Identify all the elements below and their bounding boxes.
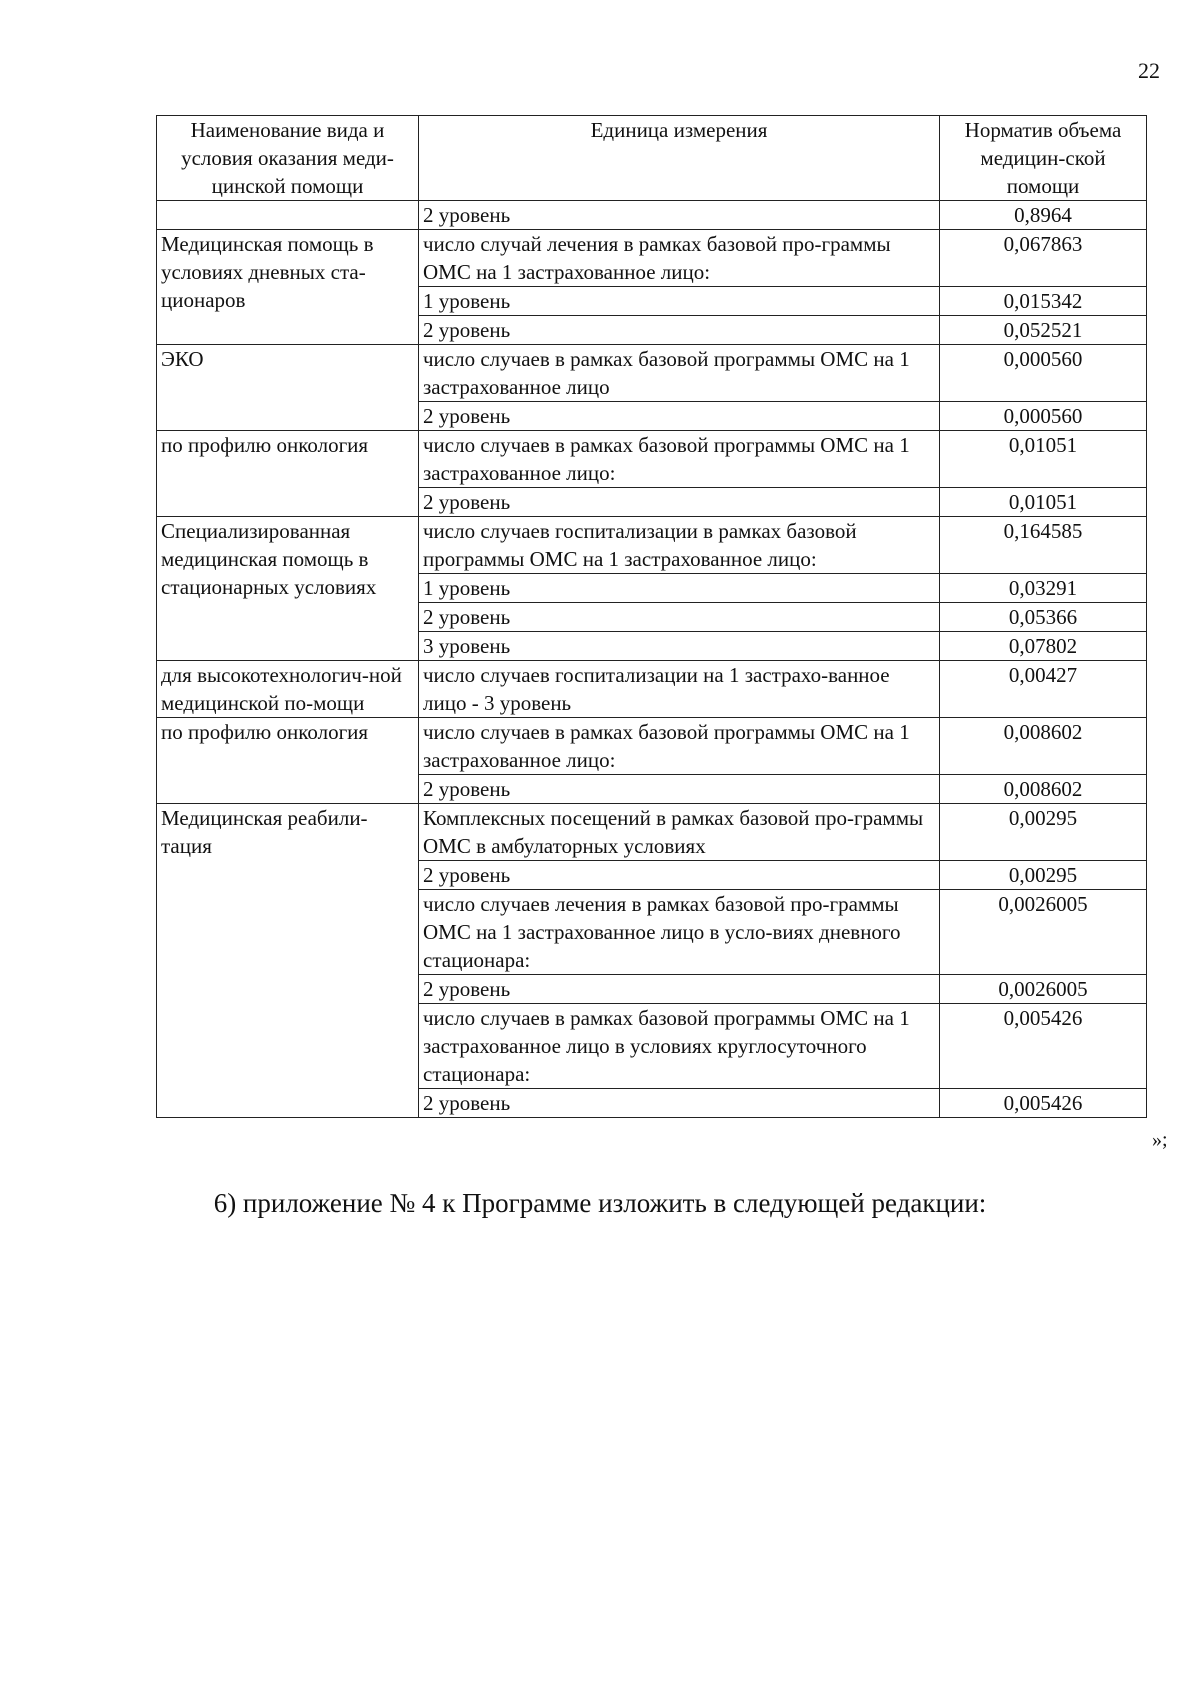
row-value-cell: 0,000560: [940, 402, 1147, 431]
row-value-cell: 0,07802: [940, 632, 1147, 661]
row-unit-cell: 2 уровень: [419, 1089, 940, 1118]
table-row: [157, 661, 1147, 718]
table-header-row: [157, 116, 1147, 201]
row-value-cell: 0,000560: [940, 345, 1147, 402]
row-unit-cell: 2 уровень: [419, 402, 940, 431]
row-name-cell: ЭКО: [157, 345, 419, 431]
row-value-cell: 0,008602: [940, 718, 1147, 775]
row-unit-cell: число случаев в рамках базовой программы ОМС на 1 застрахованное лицо в условиях круглосуточного стационара:: [419, 1004, 940, 1089]
amendment-text: 6) приложение № 4 к Программе изложить в следующей редакции:: [213, 1188, 987, 1218]
row-unit-cell: 1 уровень: [419, 574, 940, 603]
table-row: [157, 804, 1147, 861]
row-value-cell: 0,052521: [940, 316, 1147, 345]
row-value-cell: 0,03291: [940, 574, 1147, 603]
row-unit-cell: число случаев в рамках базовой программы ОМС на 1 застрахованное лицо:: [419, 718, 940, 775]
row-unit-cell: 2 уровень: [419, 775, 940, 804]
row-value-cell: 0,01051: [940, 431, 1147, 488]
table-row: [157, 517, 1147, 574]
row-value-cell: 0,164585: [940, 517, 1147, 574]
row-value-cell: 0,00295: [940, 861, 1147, 890]
row-value-cell: 0,00427: [940, 661, 1147, 718]
header-norm: Норматив объема медицин-ской помощи: [940, 116, 1147, 201]
page-number: 22: [1138, 58, 1160, 83]
row-name-cell: по профилю онкология: [157, 431, 419, 517]
header-name: Наименование вида и условия оказания меди-цинской помощи: [157, 116, 419, 201]
row-unit-cell: 3 уровень: [419, 632, 940, 661]
closing-quote: »;: [1152, 1129, 1168, 1151]
header-unit: Единица измерения: [419, 116, 940, 201]
row-unit-cell: число случаев в рамках базовой программы ОМС на 1 застрахованное лицо:: [419, 431, 940, 488]
row-value-cell: 0,067863: [940, 230, 1147, 287]
row-unit-cell: 1 уровень: [419, 287, 940, 316]
norms-table: [156, 115, 1147, 1118]
row-value-cell: 0,0026005: [940, 890, 1147, 975]
row-name-cell: Медицинская реабили-тация: [157, 804, 419, 1118]
row-unit-cell: 2 уровень: [419, 975, 940, 1004]
row-name-cell: [157, 201, 419, 230]
table-row: [157, 431, 1147, 488]
row-value-cell: 0,05366: [940, 603, 1147, 632]
row-name-cell: для высокотехнологич-ной медицинской по-мощи: [157, 661, 419, 718]
row-name-cell: по профилю онкология: [157, 718, 419, 804]
row-unit-cell: число случай лечения в рамках базовой про-граммы ОМС на 1 застрахованное лицо:: [419, 230, 940, 287]
row-name-cell: Медицинская помощь в условиях дневных ста-ционаров: [157, 230, 419, 345]
table-row: [157, 718, 1147, 775]
table-body: [157, 201, 1147, 1118]
row-unit-cell: число случаев в рамках базовой программы ОМС на 1 застрахованное лицо: [419, 345, 940, 402]
row-value-cell: 0,0026005: [940, 975, 1147, 1004]
table-row: [157, 345, 1147, 402]
row-value-cell: 0,005426: [940, 1004, 1147, 1089]
row-value-cell: 0,005426: [940, 1089, 1147, 1118]
row-unit-cell: 2 уровень: [419, 861, 940, 890]
row-unit-cell: 2 уровень: [419, 201, 940, 230]
row-unit-cell: число случаев госпитализации на 1 застрахо-ванное лицо - 3 уровень: [419, 661, 940, 718]
row-unit-cell: Комплексных посещений в рамках базовой про-граммы ОМС в амбулаторных условиях: [419, 804, 940, 861]
row-unit-cell: 2 уровень: [419, 316, 940, 345]
table-row: [157, 230, 1147, 287]
table-row: [157, 201, 1147, 230]
row-unit-cell: 2 уровень: [419, 603, 940, 632]
row-name-cell: Специализированная медицинская помощь в стационарных условиях: [157, 517, 419, 661]
row-value-cell: 0,8964: [940, 201, 1147, 230]
row-value-cell: 0,015342: [940, 287, 1147, 316]
row-value-cell: 0,008602: [940, 775, 1147, 804]
row-unit-cell: число случаев госпитализации в рамках базовой программы ОМС на 1 застрахованное лицо:: [419, 517, 940, 574]
row-unit-cell: число случаев лечения в рамках базовой про-граммы ОМС на 1 застрахованное лицо в усло-виях дневного стационара:: [419, 890, 940, 975]
row-unit-cell: 2 уровень: [419, 488, 940, 517]
row-value-cell: 0,00295: [940, 804, 1147, 861]
row-value-cell: 0,01051: [940, 488, 1147, 517]
